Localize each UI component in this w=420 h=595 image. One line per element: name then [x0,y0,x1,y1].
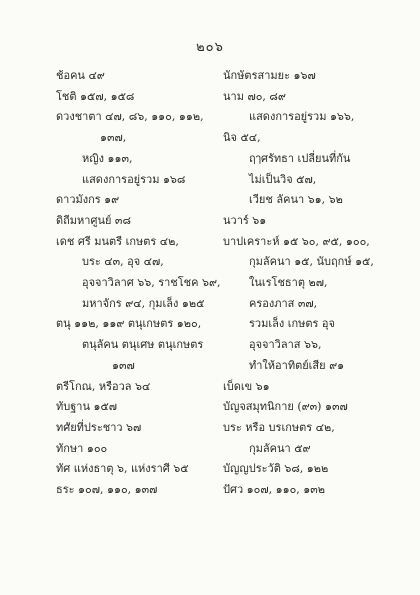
index-entry-left: ดวงชาตา ๔๗, ๘๖, ๑๑๐, ๑๑๒, [56,110,204,124]
index-entry-right: นักษัตรสามยะ ๑๖๗ [223,69,316,82]
index-column-right [223,66,373,501]
index-entry-left: โชติ ๑๕๗, ๑๕๘ [56,89,135,103]
index-entry-left: ทับฐาน ๑๕๗ [56,400,118,414]
index-entry-right: ไม่เป็นวิจ ๕๗, [249,172,317,186]
index-entry-right: บัญจสมุทนิกาย (๙๓) ๑๓๗ [223,400,348,414]
index-entry-left: ช้อคน ๔๙ [56,69,105,82]
index-entry-right: รวมเล็ง เกษตร อุจ [249,317,335,331]
index-entry-left: แสดงการอยู่รวม ๑๖๘ [82,172,186,186]
index-entry-left: อุจจาวิลาศ ๖๖, ราชโชค ๖๙, [82,276,221,290]
index-entry-right: นิจ ๕๔, [223,131,261,145]
index-entry-left: ดาวมังกร ๑๙ [56,193,120,207]
index-entry-right: กุมลัคนา ๑๕, นับฤกษ์ ๑๕, [249,255,374,269]
index-column-left [56,66,221,501]
index-entry-right: ครองภาส ๓๗, [249,296,318,310]
index-entry-right: กุมลัคนา ๕๙ [249,441,311,455]
index-entry-left: หญิง ๑๑๓, [82,151,133,165]
index-entry-right: ทำให้อาทิตย์เสีย ๙๑ [249,358,345,372]
index-entry-right: นาม ๗๐, ๘๙ [223,89,286,103]
index-entry-left: ดิถีมหาศูนย์ ๓๘ [56,213,131,227]
index-entry-right: บาปเคราะห์ ๑๕ ๖๐, ๙๕, ๑๐๐, [223,234,370,248]
index-entry-right: บระ หรือ บรเกษตร ๔๒, [223,420,335,434]
index-entry-left: ตนุ ๑๑๒, ๑๑๙ ตนุเกษตร ๑๒๐, [56,317,202,331]
index-entry-left: ทัศ แห่งธาตุ ๖, แห่งราศี ๖๕ [56,462,189,476]
index-entry-left: ๑๓๗ [112,358,135,372]
index-entry-left: ธระ ๑๐๗, ๑๑๐, ๑๓๗ [56,483,158,497]
index-entry-left: ทักษา ๑๐๐ [56,441,108,455]
index-entry-right: แสดงการอยู่รวม ๑๖๖, [249,110,355,124]
index-entry-right: อุจจาวิลาส ๖๖, [249,338,322,352]
index-entry-right: บัญญประวัติ ๖๘, ๑๒๒ [223,462,329,476]
page-number: ๒๐๖ [196,40,224,55]
index-entry-right: นวาร์ ๖๑ [223,213,267,227]
index-entry-right: ในเรโชธาตุ ๒๗, [249,276,328,290]
index-entry-left: เดช ศรี มนตรี เกษตร ๔๒, [56,234,179,248]
index-entry-left: ทศัยที่ประชาว ๖๗ [56,420,142,434]
index-entry-right: ปัศว ๑๐๗, ๑๑๐, ๑๓๒ [223,483,326,497]
index-entry-left: ตรีโกณ, หรือวล ๖๔ [56,379,151,393]
index-entry-right: เวียช ลัคนา ๖๑, ๖๒ [249,193,343,207]
index-entry-left: ตนุลัคน ตนุเศษ ตนุเกษตร [82,338,204,352]
index-entry-left: บระ ๔๓, อุจ ๔๗, [82,255,164,269]
index-entry-right: เบ็ดเข ๖๑ [223,379,270,393]
index-entry-left: ๑๓๗, [100,131,127,145]
index-entry-right: ฤๅศรัทธา เปลี่ยนที่กัน [249,151,351,165]
index-entry-left: มหาจักร ๙๔, กุมเล็ง ๑๒๕ [82,296,205,310]
